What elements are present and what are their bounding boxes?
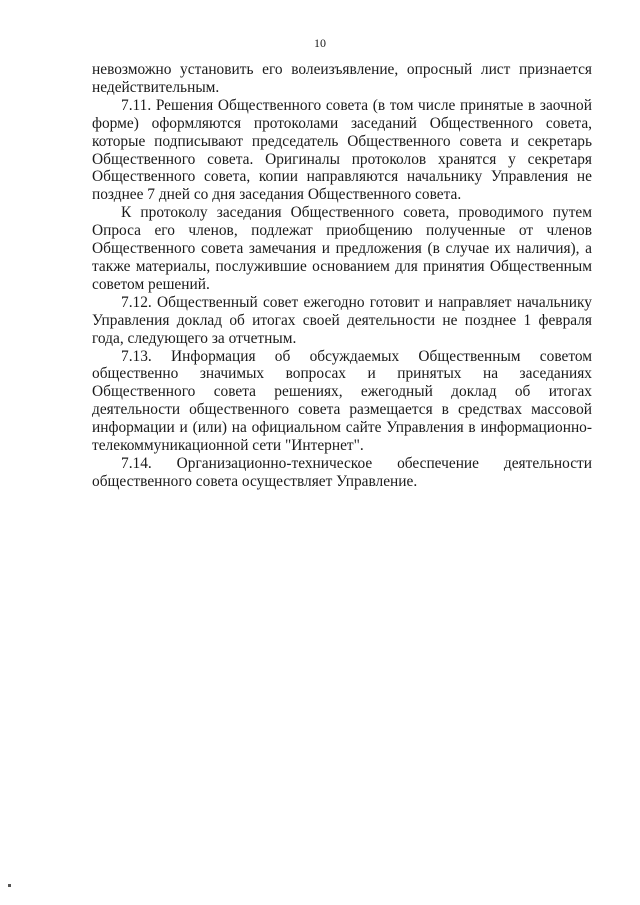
scan-speck bbox=[8, 884, 11, 887]
paragraph-7-13: 7.13. Информация об обсуждаемых Общественным советом общественно значимых вопросах и принятых на заседаниях Общественного совета решениях, ежегодный доклад об итогах деятельности общественного совета размещается в средствах массовой информации и (или) на официальном сайте Управления в информационно-телекоммуникационной сети "Интернет". bbox=[92, 347, 592, 455]
paragraph-7-12: 7.12. Общественный совет ежегодно готовит и направляет начальнику Управления доклад об итогах своей деятельности не позднее 1 февраля года, следующего за отчетным. bbox=[92, 293, 592, 347]
paragraph-continuation: невозможно установить его волеизъявление, опросный лист признается недействительным. bbox=[92, 61, 592, 96]
paragraph-7-14: 7.14. Организационно-техническое обеспечение деятельности общественного совета осуществляет Управление. bbox=[92, 454, 592, 490]
paragraph-7-11: 7.11. Решения Общественного совета (в том числе принятые в заочной форме) оформляются протоколами заседаний Общественного совета, которые подписывают председатель Общественного совета и секретарь Общественного совета. Оригиналы протоколов хранятся у секретаря Общественного совета, копии направляются начальнику Управления не позднее 7 дней со дня заседания Общественного совета. bbox=[92, 96, 592, 204]
page-number: 10 bbox=[314, 36, 326, 50]
paragraph-protocol-attachments: К протоколу заседания Общественного совета, проводимого путем Опроса его членов, подлежат приобщению полученные от членов Общественного совета замечания и предложения (в случае их наличия), а также материалы, послужившие основанием для принятия Общественным советом решений. bbox=[92, 204, 592, 293]
document-body bbox=[92, 61, 592, 491]
